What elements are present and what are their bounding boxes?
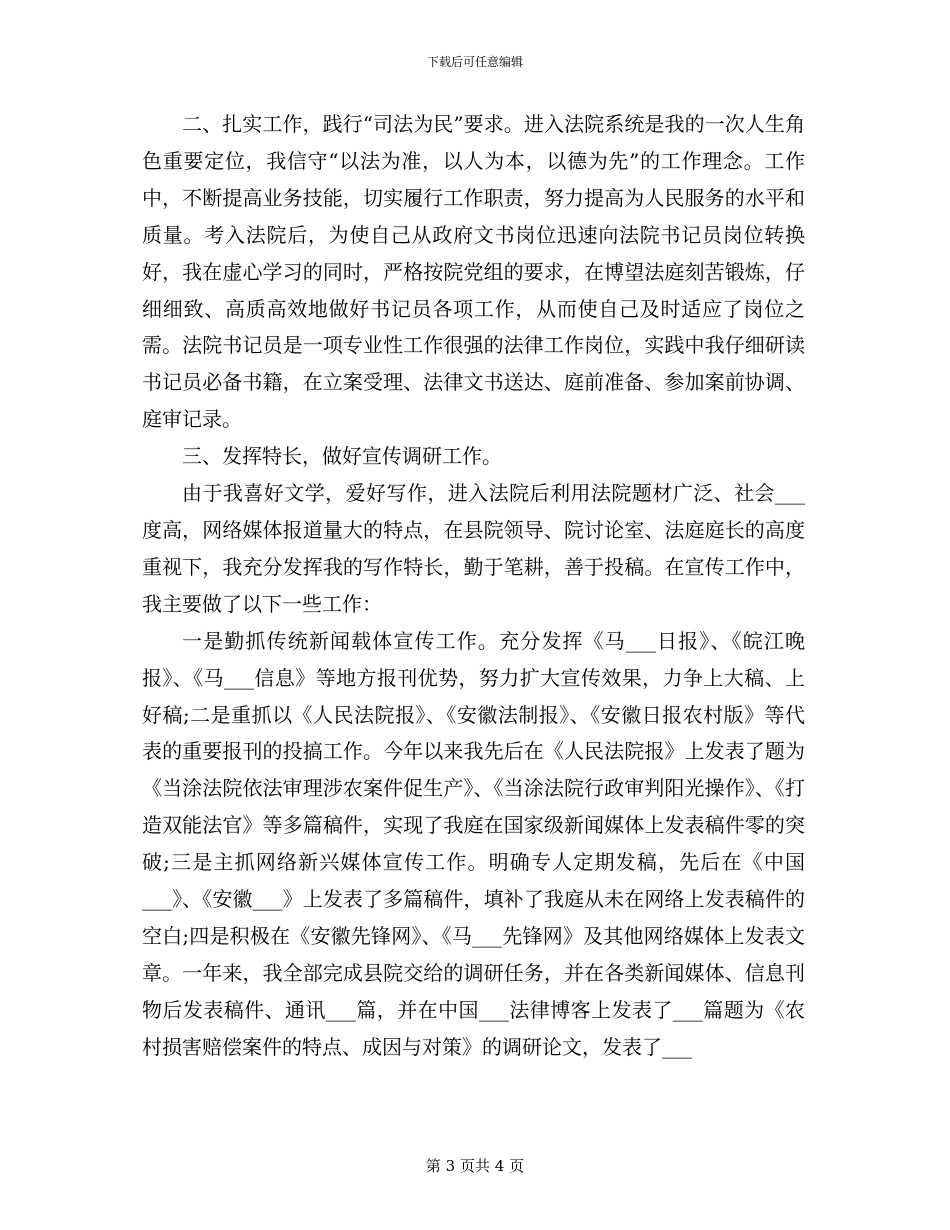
document-body	[142, 106, 805, 1066]
page-header-note: 下载后可任意编辑	[426, 55, 523, 69]
paragraph-writing-intro: 由于我喜好文学，爱好写作，进入法院后利用法院题材广泛、社会___度高，网络媒体报道量大的特点，在县院领导、院讨论室、法庭庭长的高度重视下，我充分发挥我的写作特长，勤于笔耕，善于投稿。在宣传工作中，我主要做了以下一些工作：	[142, 481, 805, 616]
paragraph-section-heading: 三、发挥特长，做好宣传调研工作。	[182, 444, 502, 469]
paragraph-work-section: 二、扎实工作，践行“司法为民”要求。进入法院系统是我的一次人生角色重要定位，我信守“以法为准，以人为本，以德为先”的工作理念。工作中，不断提高业务技能，切实履行工作职责，努力提高为人民服务的水平和质量。考入法院后，为使自己从政府文书岗位迅速向法院书记员岗位转换好，我在虚心学习的同时，严格按院党组的要求，在博望法庭刻苦锻炼，仔细细致、高质高效地做好书记员各项工作，从而使自己及时适应了岗位之需。法院书记员是一项专业性工作很强的法律工作岗位，实践中我仔细研读书记员必备书籍，在立案受理、法律文书送达、庭前准备、参加案前协调、庭审记录。	[142, 112, 805, 432]
paragraph-publicity-work: 一是勤抓传统新闻载体宣传工作。充分发挥《马___日报》、《皖江晚报》、《马___信息》等地方报刊优势，努力扩大宣传效果，力争上大稿、上好稿;二是重抓以《人民法院报》、《安徽法制报》、《安徽日报农村版》等代表的重要报刊的投搞工作。今年以来我先后在《人民法院报》上发表了题为《当涂法院依法审理涉农案件促生产》、《当涂法院行政审判阳光操作》、《打造双能法官》等多篇稿件，实现了我庭在国家级新闻媒体上发表稿件零的突破;三是主抓网络新兴媒体宣传工作。明确专人定期发稿，先后在《中国___》、《安徽___》上发表了多篇稿件，填补了我庭从未在网络上发表稿件的空白;四是积极在《安徽先锋网》、《马___先锋网》及其他网络媒体上发表文章。一年来，我全部完成县院交给的调研任务，并在各类新闻媒体、信息刊物后发表稿件、通讯___篇，并在中国___法律博客上发表了___篇题为《农村损害赔偿案件的特点、成因与对策》的调研论文，发表了___	[142, 628, 805, 1059]
page-number-footer: 第 3 页共 4 页	[425, 1157, 525, 1175]
